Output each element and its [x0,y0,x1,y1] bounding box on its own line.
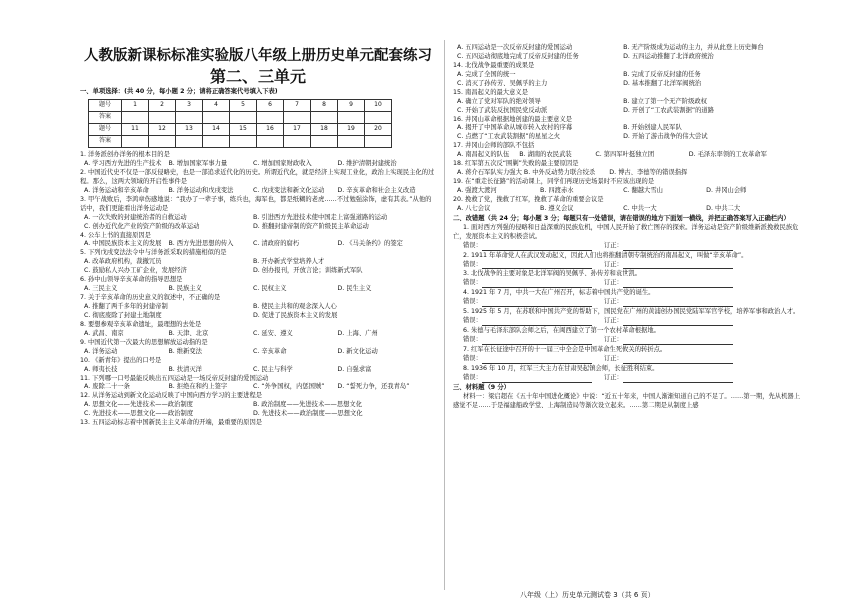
table-cell: 6 [257,100,284,112]
question-options [84,223,436,232]
fix-blank[interactable] [623,357,733,364]
question-20: 20. 挽救了党，挽救了红军，挽救了革命的重要会议是 [453,195,604,203]
option[interactable]: A. 八七会议 [457,204,491,212]
question-7: 7. 关于辛亥革命的历史意义的叙述中，不正确的是 [80,294,221,302]
option[interactable]: D. 博古、李德等的错误指挥 [609,169,688,177]
correction-answer-row: 错误： 订正： [463,374,803,383]
correction-answer-row: 错误： 订正： [463,355,803,364]
option[interactable]: B. 四渡赤水 [540,187,574,194]
section-heading-choice: 一、单项选择：(共 40 分，每小题 2 分；请将正确答案代号填入下表) [80,88,278,96]
option[interactable]: A. 推翻了两千多年的封建帝制 [84,303,168,311]
error-blank[interactable] [482,357,592,364]
question-4: 4. 公车上书的直接原因是 [80,231,151,239]
option[interactable]: B. 完成了反帝反封建的任务 [623,70,701,78]
option[interactable]: A. 改革政府机构，裁撤冗员 [84,258,162,266]
question-options [457,151,803,160]
question-options [457,169,803,178]
answer-cell[interactable] [257,136,284,148]
table-cell: 20 [365,124,392,136]
option[interactable]: A. 中国民族资本主义的发展 [84,240,162,248]
question-options [457,205,803,214]
table-cell: 14 [203,124,230,136]
option[interactable]: A. 五四运动是一次反帝反封建的爱国运动 [457,44,573,51]
question-17: 17. 井冈山会师的部队不包括 [453,142,535,150]
correction-answer-row: 错误： 订正： [463,317,803,326]
answer-cell[interactable] [203,136,230,148]
answer-cell[interactable] [122,112,149,124]
option[interactable]: A. 学习西方先进的生产技术 [84,160,162,168]
answer-cell[interactable] [365,112,392,124]
question-15: 15. 南昌起义的最大意义是 [453,88,528,96]
answer-cell[interactable] [176,112,203,124]
option[interactable]: A. 完成了全国的统一 [457,70,516,78]
option[interactable]: C. 彻底废除了封建土地制度 [84,311,162,319]
table-cell: 13 [176,124,203,136]
question-options [84,401,436,410]
left-column [80,0,436,428]
correction-7: 7. 红军在长征途中召开的十一届三中全会是中国革命生死攸关的转折点。 [463,345,667,353]
option[interactable]: D. 基本推翻了北洋军阀统治 [623,79,702,87]
error-blank[interactable] [482,281,592,288]
question-options [84,267,436,276]
option[interactable]: C. “外争国权，内惩国贼” [252,383,325,391]
table-row [89,100,392,112]
answer-cell[interactable] [284,136,311,148]
question-options [457,44,803,53]
error-blank[interactable] [482,244,592,251]
option[interactable]: D. 自强求富 [337,365,372,373]
correction-1: 1. 面对西方列强的侵略和日益深重的民族危机，中国人民开始了救亡图存的探索。洋务运动是资产阶级维新派挽救民族危亡，发展资本主义的积极尝试。 [453,223,799,240]
option[interactable]: C. 五四运动彻底地完成了反帝反封建的任务 [457,52,579,60]
table-cell: 19 [338,124,365,136]
option[interactable]: D. 先进技术——政治制度——思想文化 [252,410,363,418]
option[interactable]: D. 井冈山会师 [706,187,747,194]
fix-blank[interactable] [623,376,733,383]
option[interactable]: B. 增加国家军事力量 [168,160,228,168]
table-cell: 8 [311,100,338,112]
option[interactable]: C. 民主与科学 [252,365,293,373]
table-cell: 15 [230,124,257,136]
table-cell: 17 [284,124,311,136]
option[interactable]: C. 民权主义 [252,285,287,293]
correction-4: 4. 1921 年 7 月，中共一大在广州召开，标志着中国共产党的诞生。 [463,289,655,297]
correction-answer-row: 错误： 订正： [463,279,803,288]
answer-table [88,99,392,148]
fix-blank[interactable] [623,319,733,326]
fix-blank[interactable] [623,281,733,288]
error-blank[interactable] [482,338,592,345]
option[interactable]: C. 创办近代化产业的资产阶级的改革运动 [84,222,200,230]
answer-cell[interactable] [311,112,338,124]
question-9: 9. 中国近代第一次最大的思想解放运动指的是 [80,338,208,346]
table-cell: 9 [338,100,365,112]
correction-answer-row: 错误： 订正： [463,298,803,307]
option[interactable]: B. 开办新式学堂培养人才 [252,258,325,266]
fix-blank[interactable] [623,300,733,307]
answer-cell[interactable] [365,136,392,148]
fix-blank[interactable] [623,338,733,345]
option[interactable]: B. 政治制度——先进技术——思想文化 [252,401,363,409]
option[interactable]: C. 增加国家财政收入 [252,160,312,168]
question-options [84,214,436,223]
question-3: 3. 甲午战败后，李鸿章伤感地说：“我办了一辈子事，练兵也，海军也，都是纸糊的老虎……不过勉强涂饰，虚有其表。”从他的话中，我们更能看出洋务运动是 [80,195,432,212]
option[interactable]: D. 辛亥革命和社会主义改造 [337,186,416,194]
option[interactable]: A. 三民主义 [84,285,118,293]
option[interactable]: C. 鼓励私人兴办工矿企业，发展经济 [84,267,187,275]
option[interactable]: D. “誓死力争，还我青岛” [337,383,410,391]
option[interactable]: B. 引进西方先进技术使中国走上富强道路的运动 [252,213,388,221]
table-cell: 4 [203,100,230,112]
question-19: 19. 在“重走长征路”的活动课上，同学们再现历史场景时不应该出现的是 [453,178,655,186]
question-options [84,303,436,312]
question-options [457,98,803,107]
option[interactable]: B. 建立了第一个无产阶级政权 [623,97,707,105]
option[interactable]: B. 天津、北京 [168,329,209,337]
right-column [453,0,803,411]
question-options [457,71,803,80]
table-cell: 18 [311,124,338,136]
table-cell: 12 [149,124,176,136]
table-cell: 5 [230,100,257,112]
question-5: 5. 下列戊戌变法法令中与洋务派采取的措施相似的是 [80,249,227,257]
option[interactable]: C. 辛亥革命 [252,347,287,355]
table-cell: 2 [149,100,176,112]
question-18: 18. 红军第五次反“围剿”失败的最主要原因是 [453,160,579,168]
option[interactable]: C. 清政府的腐朽 [252,240,300,248]
option[interactable]: B. 维新变法 [168,347,202,355]
table-cell: 7 [284,100,311,112]
table-cell: 答案 [89,136,122,148]
table-cell: 16 [257,124,284,136]
option[interactable]: D. 毛泽东率领的工农革命军 [688,151,767,159]
question-options [457,53,803,62]
option[interactable]: C. 开始了武装反抗国民党反动派 [457,106,548,114]
material-1: 材料一：梁启超在《五十年中国进化概论》中说：“近五十年来，中国人渐渐知道自己的不足了。……第一期，先从机器上感觉不足……于是福建船政学堂、上海制造局等渐次设立起来。……第二期是从制度上感 [453,392,800,409]
correction-8: 8. 1936 年 10 月，红军三大主力在甘肃吴起镇会师，长征胜利结束。 [463,364,659,372]
question-13: 13. 五四运动标志着中国新民主主义革命的开端，最重要的原因是 [80,419,263,427]
option[interactable]: B. 遵义会议 [540,204,574,212]
option[interactable]: D. 上海、广州 [337,329,378,337]
question-options [84,366,436,375]
correction-answer-row: 错误： 订正： [463,242,803,251]
error-blank[interactable] [482,262,592,269]
option[interactable]: C. 延安、遵义 [252,329,293,337]
question-options [84,285,436,294]
answer-cell[interactable] [311,136,338,148]
table-cell: 题号 [89,124,122,136]
option[interactable]: A. 蒋介石军队实力强大 B. 中外反动势力联合绞杀 [457,169,596,177]
option[interactable]: A. 废除二十一条 [84,383,130,391]
question-options [84,410,436,419]
correction-answer-row: 错误： 订正： [463,336,803,345]
section-heading-material: 三、材料题（9 分） [453,383,510,391]
option[interactable]: C. 翻越大雪山 [623,187,663,194]
table-cell: 3 [176,100,203,112]
question-options [457,133,803,142]
error-blank[interactable] [482,319,592,326]
table-cell: 10 [365,100,392,112]
fix-blank[interactable] [623,244,733,251]
option[interactable]: B. 使民主共和的观念深入人心 [252,303,337,311]
section-heading-correction: 二、改错题（共 24 分；每小题 3 分；每题只有一处错误，请在错误的地方下面划一横线，并把正确答案写入正确栏内） [453,214,790,222]
answer-cell[interactable] [338,136,365,148]
question-14: 14. 北伐战争最重要的成果是 [453,61,535,69]
answer-cell[interactable] [230,112,257,124]
option[interactable]: D. 维护清朝封建统治 [337,160,397,168]
option[interactable]: B. 无产阶级成为运动的主力，并从此登上历史舞台 [623,44,764,51]
answer-cell[interactable] [257,112,284,124]
correction-3: 3. 北伐战争的主要对象是北洋军阀的吴佩孚、孙传芳和袁世凯。 [463,270,642,278]
page-title: 人教版新课标标准实验版八年级上册历史单元配套练习 [84,47,432,64]
option[interactable]: D. 推翻封建帝制的资产阶级民主革命运动 [252,222,369,230]
answer-cell[interactable] [230,136,257,148]
option[interactable]: A. 师夷长技 [84,365,118,373]
answer-cell[interactable] [176,136,203,148]
table-cell: 答案 [89,112,122,124]
option[interactable]: C. 先进技术——思想文化——政治制度 [84,410,194,418]
question-2: 2. 中国近代史不仅是一部反侵略史，也是一部追求近代化的历史。所谓近代化，就是经济上实现工业化，政治上实现民主化的过程。那么，这两大领域的开启性事件是 [80,168,435,185]
question-options [457,80,803,89]
option[interactable]: A. 思想文化——先进技术——政治制度 [84,401,193,409]
option[interactable]: A. 洋务运动 [84,347,118,355]
option[interactable]: D. 促进了民族资本主义的发展 [252,311,338,319]
error-blank[interactable] [482,300,592,307]
answer-cell[interactable] [149,112,176,124]
question-options [84,187,436,196]
option[interactable]: B. 民族主义 [168,285,202,293]
question-8: 8. 要想参观辛亥革命遗址，最理想的去处是 [80,320,202,328]
option[interactable]: D. 创办报刊，开放言论；训练新式军队 [252,267,363,275]
correction-answer-row: 错误： 订正： [463,261,803,270]
question-options [457,107,803,116]
question-12: 12. 从洋务运动到新文化运动反映了中国向西方学习的主要进程是 [80,392,263,400]
answer-cell[interactable] [149,136,176,148]
option[interactable]: B. 洋务运动和戊戌变法 [168,186,234,194]
table-cell: 题号 [89,100,122,112]
answer-cell[interactable] [284,112,311,124]
option[interactable]: C. 戊戌变法和新文化运动 [252,186,325,194]
correction-5: 5. 1925 年 5 月，在苏联和中国共产党的帮助下，国民党在广州的黄浦创办国民党陆军军官学校，培养军事和政治人才。 [463,308,800,316]
option[interactable]: A. 武昌、南京 [84,329,124,337]
question-options [84,258,436,267]
column-divider [444,40,445,590]
answer-cell[interactable] [338,112,365,124]
option[interactable]: A. 一次失败的封建统治者的自救运动 [84,213,187,221]
option[interactable]: D. 五四运动推翻了北洋政府统治 [623,52,714,60]
table-row [89,136,392,148]
option[interactable]: B. 西方先进思想的传入 [168,240,234,248]
question-options [84,312,436,321]
option[interactable]: D. 《马关条约》的签定 [337,240,403,248]
table-row [89,112,392,124]
option[interactable]: B. 扶清灭洋 [168,365,202,373]
option[interactable]: A. 强渡大渡河 [457,187,497,194]
option[interactable]: A. 南昌起义的队伍 [457,151,510,159]
question-options [84,330,436,339]
option[interactable]: D. 新文化运动 [337,347,378,355]
question-options [84,160,436,169]
unit-title: 第二、三单元 [209,66,306,86]
option[interactable]: B. 湖南的农民武装 [519,151,572,159]
correction-6: 6. 朱德与毛泽东部队会师之后，在闽西建立了第一个农村革命根据地。 [463,327,660,335]
question-11: 11. 下列哪一口号最能反映出五四运动是一场反帝反封建的爱国运动 [80,374,269,382]
option[interactable]: D. 开始了游击战争的伟大尝试 [623,133,708,141]
option[interactable]: A. 确立了党对军队的绝对领导 [457,97,541,105]
fix-blank[interactable] [623,262,733,269]
error-blank[interactable] [482,376,592,383]
option[interactable]: D. 民生主义 [337,285,372,293]
option[interactable]: C. 点燃了“工农武装割据”的星星之火 [457,133,561,141]
table-cell: 11 [122,124,149,136]
option[interactable]: B. 开始创建人民军队 [623,124,682,132]
correction-2: 2. 1911 年革命党人在武汉发动起义，因此人们也将推翻清朝专制统治的南昌起义，叫做“辛亥革命”。 [463,251,748,259]
option[interactable]: D. 开创了“工农武装割据”的道路 [623,106,715,114]
answer-cell[interactable] [203,112,230,124]
question-options [84,348,436,357]
question-6: 6. 孙中山领导辛亥革命的指导思想是 [80,276,183,284]
option[interactable]: A. 洋务运动和辛亥革命 [84,186,149,194]
table-cell: 1 [122,100,149,112]
question-1: 1. 洋务派创办洋务的根本目的是 [80,151,170,159]
option[interactable]: D. 中共二大 [706,204,741,212]
option[interactable]: C. 消灭了孙传芳、吴佩孚的主力 [457,79,548,87]
question-options [457,187,803,196]
option[interactable]: C. 第四军叶挺独立团 [595,151,655,159]
option[interactable]: C. 中共一大 [623,204,657,212]
option[interactable]: B. 拒绝在和约上签字 [168,383,228,391]
question-16: 16. 井冈山革命根据地创建的最主要意义是 [453,115,573,123]
table-row [89,124,392,136]
option[interactable]: A. 揭开了中国革命从城市转入农村的序幕 [457,124,573,132]
page-footer: 八年级（上）历史单元测试卷 3（共 6 页） [520,591,655,599]
answer-cell[interactable] [122,136,149,148]
question-10: 10. 《新青年》提出的口号是 [80,356,162,364]
